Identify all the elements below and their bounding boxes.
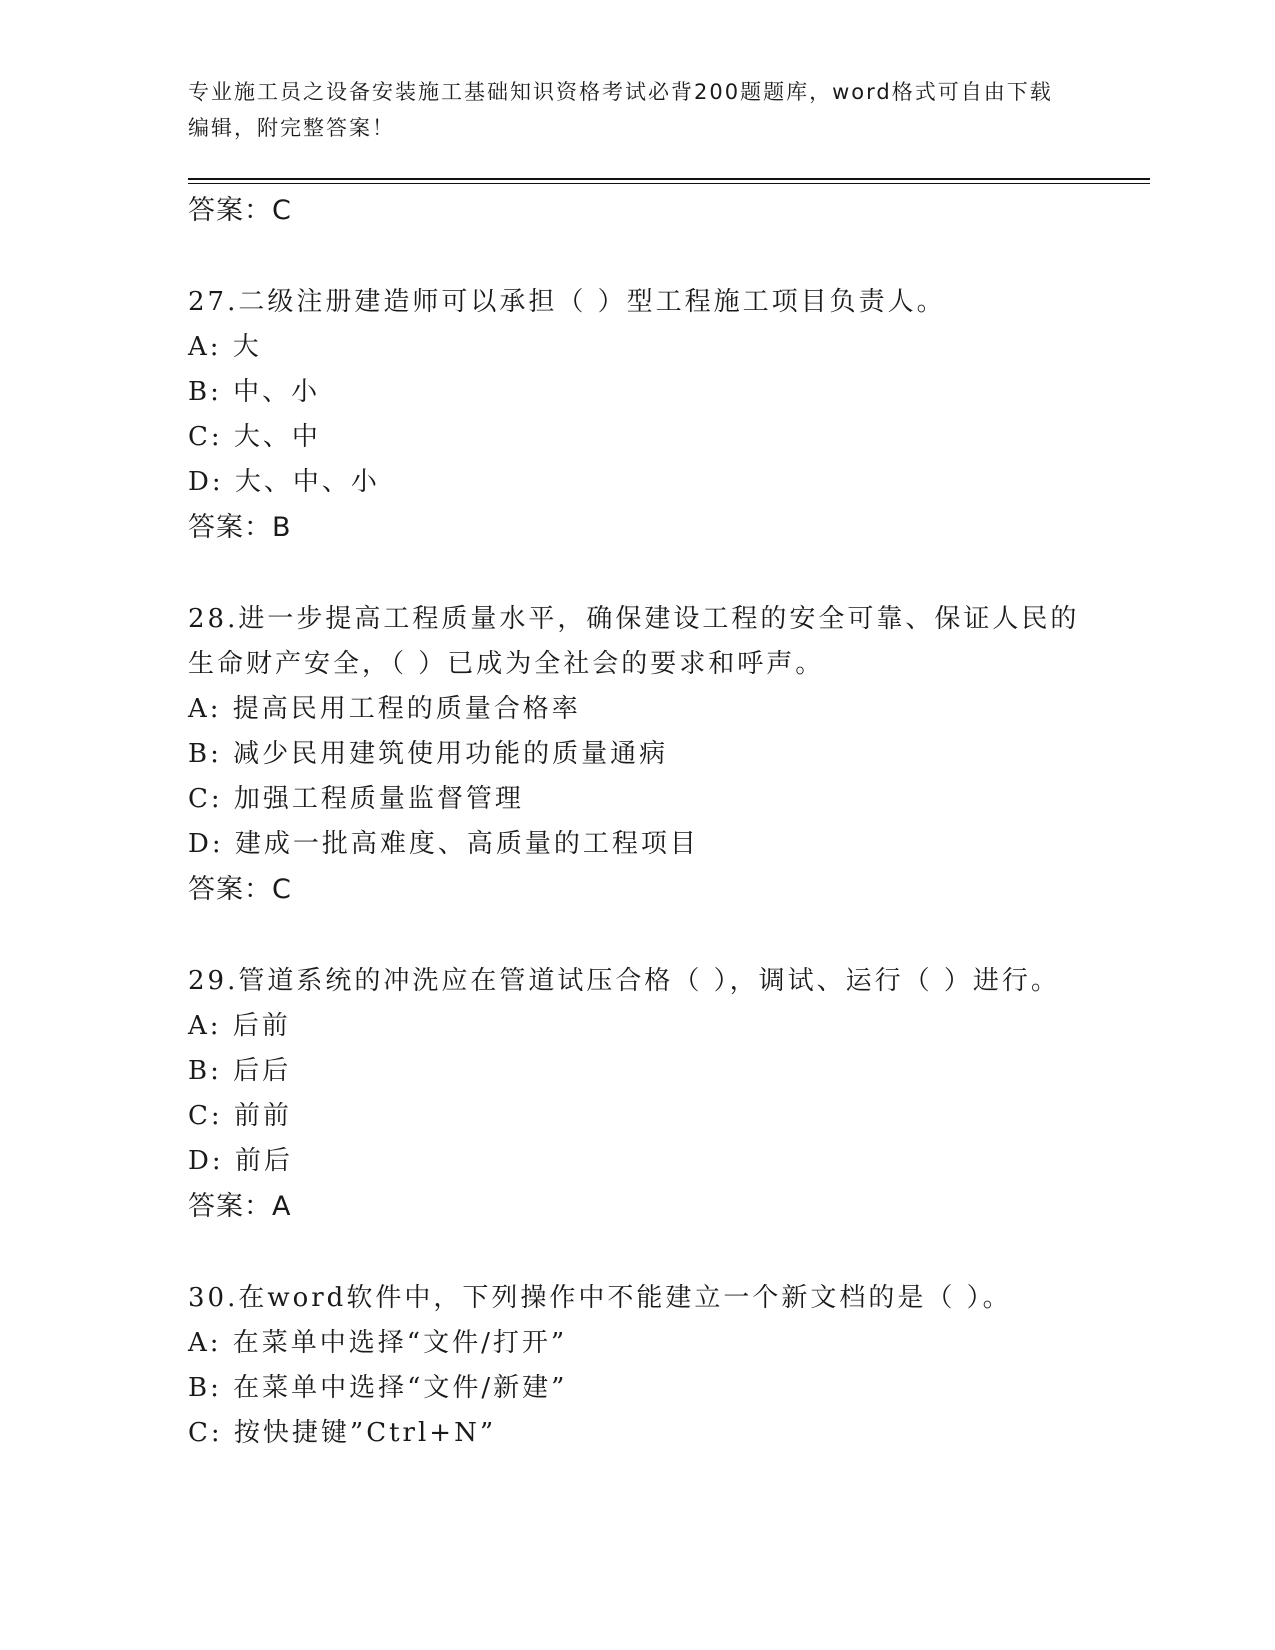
question-27 (188, 280, 1088, 550)
option-c: C: 前前 (188, 1101, 292, 1131)
option-c: C: 按快捷键”Ctrl+N” (188, 1418, 497, 1448)
answer: 答案：A (188, 1191, 292, 1222)
question-stem: 29.管道系统的冲洗应在管道试压合格（ ），调试、运行（ ）进行。 (188, 966, 1060, 996)
option-b: B: 在菜单中选择“文件/新建” (188, 1373, 568, 1403)
header-rule-thin (188, 183, 1150, 184)
answer: 答案：B (188, 512, 292, 543)
document-header: 专业施工员之设备安装施工基础知识资格考试必背200题题库，word格式可自由下载编辑，附完整答案！ (188, 80, 1053, 140)
question-29 (188, 959, 1088, 1229)
option-c: C: 加强工程质量监督管理 (188, 784, 524, 814)
answer: 答案：C (188, 874, 292, 905)
option-b: B: 减少民用建筑使用功能的质量通病 (188, 739, 669, 769)
option-d: D: 前后 (188, 1146, 293, 1176)
option-d: D: 大、中、小 (188, 467, 380, 497)
option-a: A: 在菜单中选择“文件/打开” (188, 1328, 568, 1358)
option-b: B: 中、小 (188, 377, 321, 407)
option-b: B: 后后 (188, 1056, 292, 1086)
header-rule-thick (188, 178, 1150, 180)
prev-answer: 答案：C (188, 195, 292, 226)
question-28 (188, 597, 1088, 912)
option-a: A: 后前 (188, 1011, 291, 1041)
option-a: A: 提高民用工程的质量合格率 (188, 694, 581, 724)
question-stem: 28.进一步提高工程质量水平，确保建设工程的安全可靠、保证人民的生命财产安全，（ ）已成为全社会的要求和呼声。 (188, 604, 1080, 679)
question-30 (188, 1276, 1088, 1456)
question-stem: 27.二级注册建造师可以承担（ ）型工程施工项目负责人。 (188, 287, 946, 317)
question-stem: 30.在word软件中，下列操作中不能建立一个新文档的是（ ）。 (188, 1283, 1012, 1313)
option-d: D: 建成一批高难度、高质量的工程项目 (188, 829, 699, 859)
option-a: A: 大 (188, 332, 262, 362)
document-body (188, 188, 1088, 1456)
option-c: C: 大、中 (188, 422, 321, 452)
